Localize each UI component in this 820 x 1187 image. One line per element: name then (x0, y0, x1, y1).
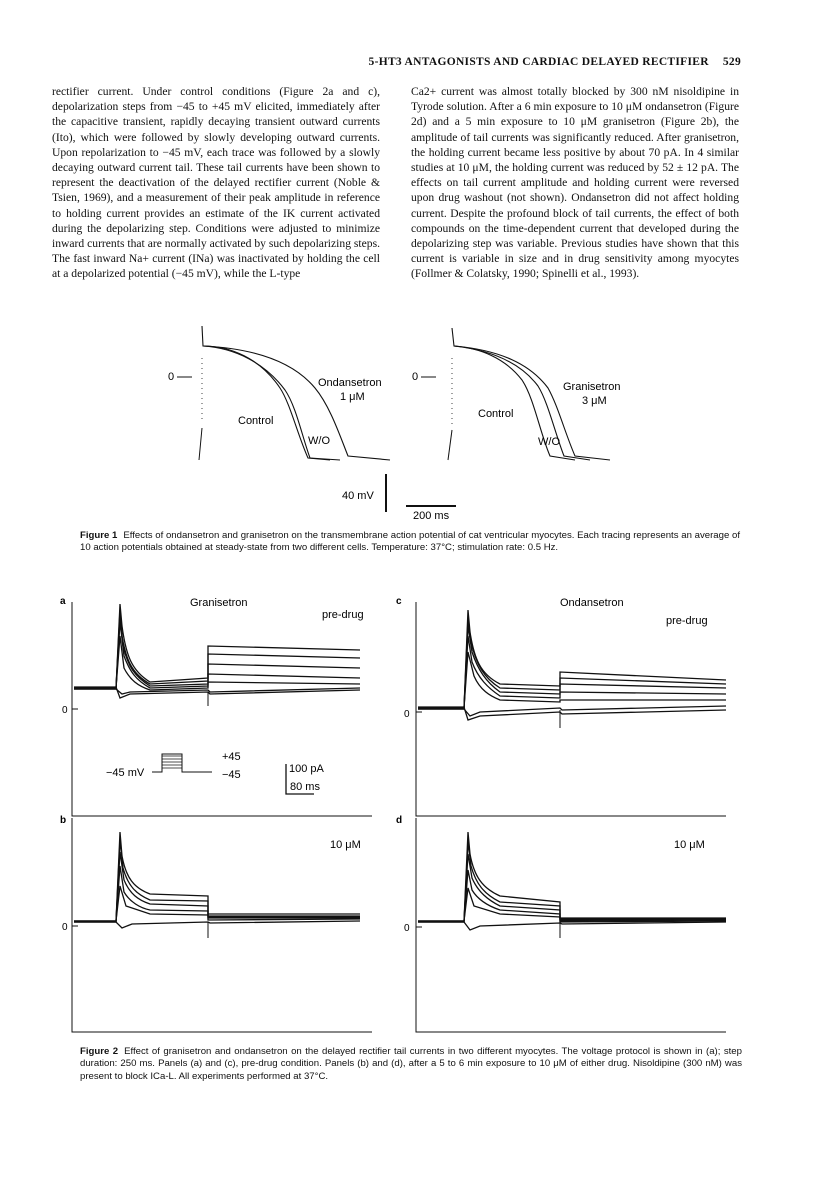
zero-label: 0 (168, 371, 175, 383)
panel-b-frame (72, 818, 372, 1032)
figure-1-action-potentials (150, 318, 650, 523)
concentration-label: 3 μM (582, 395, 607, 407)
control-label: Control (478, 408, 514, 420)
zero-label: 0 (412, 371, 419, 383)
panel-letter: b (60, 815, 67, 826)
holding-potential-label: −45 mV (106, 767, 145, 779)
panel-a-frame (72, 602, 372, 816)
zero-ticks (72, 709, 422, 927)
condition-label: 10 μM (330, 839, 361, 851)
control-label: Control (238, 415, 274, 427)
panel-letter: c (396, 596, 402, 607)
figure-2-panel-d (396, 815, 726, 938)
figure-2-caption-label: Figure 2 (80, 1046, 119, 1057)
figure-2-panel-b (60, 815, 361, 938)
figure-1-caption-text: Effects of ondansetron and granisetron on the transmembrane action potential of cat ventricular myocytes. Each tracing represents an average of 10 action potentials obtained at steady-state from two different cells. Temperature: 37°C; stimulation rate: 0.5 Hz. (80, 530, 740, 554)
current-traces (74, 832, 360, 938)
figure-2-caption (80, 1046, 742, 1083)
phase4-trace (448, 430, 452, 460)
washout-label: W/O (308, 435, 330, 447)
running-title: 5-HT3 ANTAGONISTS AND CARDIAC DELAYED RECTIFIER (368, 56, 709, 68)
body-text-left-column: rectifier current. Under control conditions (Figure 2a and c), depolarization steps from −45 to +45 mV elicited, immediately after the capacitive transient, rapidly decaying transient outward currents (Ito), which were followed by slowly developing outward currents. Upon repolarization to −45 mV, each trace was followed by a slowly decaying outward current tail. These tail currents have been shown to represent the deactivation of the delayed rectifier current (Noble & Tsien, 1969), and a measurement of their peak amplitude in reference to holding current provides an estimate of the IK current activated during the depolarizing step. Conditions were adjusted to minimize inward currents that are normally activated by such depolarizing steps. The fast inward Na+ current (INa) was inactivated by holding the cell at a depolarized potential (−45 mV), while the L-type (52, 85, 380, 281)
panel-letter: d (396, 815, 403, 826)
condition-label: pre-drug (666, 615, 708, 627)
condition-label: pre-drug (322, 609, 364, 621)
body-text-right-column: Ca2+ current was almost totally blocked by 300 nM nisoldipine in Tyrode solution. After a 6 min exposure to 10 μM ondansetron (Figure 2d) and a 5 min exposure to 10 μM granisetron (Figure 2b), the amplitude of tail currents was significantly reduced. After granisetron, the holding current became less positive by about 70 pA. In 4 similar studies at 10 μM, the holding current was reduced by 52 ± 12 pA. The effects on tail current amplitude and holding current were reversed upon drug washout (not shown). Ondansetron did not affect holding current. Despite the profound block of tail currents, the effect of both compounds on the time-dependent current that developed during the depolarizing step was variable. Previous studies have shown that this current is variable in size and in drug sensitivity among myocytes (Follmer & Colatsky, 1990; Spinelli et al., 1993). (411, 85, 739, 281)
current-traces (418, 610, 726, 728)
protocol-step (152, 754, 212, 772)
current-traces (74, 604, 360, 706)
figure-2-panel-a (60, 596, 364, 794)
condition-label: 10 μM (674, 839, 705, 851)
concentration-label: 1 μM (340, 391, 365, 403)
figure-2-tail-currents (60, 596, 740, 1036)
zero-label: 0 (404, 923, 410, 934)
drug-label: Granisetron (190, 597, 248, 609)
time-scale-label: 80 ms (290, 781, 320, 793)
figure-1-right-panel (412, 328, 620, 460)
zero-label: 0 (404, 709, 410, 720)
page-number: 529 (722, 56, 741, 68)
panel-letter: a (60, 596, 66, 607)
figure-1-caption-label: Figure 1 (80, 530, 118, 541)
drug-label: Ondansetron (318, 377, 382, 389)
figure-2-scale-bar (286, 763, 325, 794)
figure-1-caption (80, 530, 740, 555)
drug-label: Granisetron (563, 381, 621, 393)
zero-label: 0 (62, 705, 68, 716)
figure-1-left-panel (168, 326, 390, 460)
running-header (0, 56, 741, 68)
step-top-label: +45 (222, 751, 241, 763)
phase4-trace (199, 428, 202, 460)
time-scale-label: 200 ms (413, 510, 450, 522)
figure-2-panel-c (396, 596, 726, 728)
figure-2-caption-text: Effect of granisetron and ondansetron on the delayed rectifier tail currents in two different myocytes. The voltage protocol is shown in (a); step duration: 250 ms. Panels (a) and (c), pre-drug condition. Panels (b) and (d), after a 5 to 6 min exposure to 10 μM of either drug. Nisoldipine (300 nM) was present to block ICa-L. All experiments performed at 37°C. (80, 1046, 742, 1082)
figure-1-scale-bar (342, 474, 456, 522)
ondansetron-trace (203, 346, 390, 460)
drug-label: Ondansetron (560, 597, 624, 609)
voltage-protocol (106, 751, 241, 781)
zero-label: 0 (62, 922, 68, 933)
current-scale-label: 100 pA (289, 763, 324, 775)
washout-label: W/O (538, 436, 560, 448)
voltage-scale-label: 40 mV (342, 490, 374, 502)
step-return-label: −45 (222, 769, 241, 781)
